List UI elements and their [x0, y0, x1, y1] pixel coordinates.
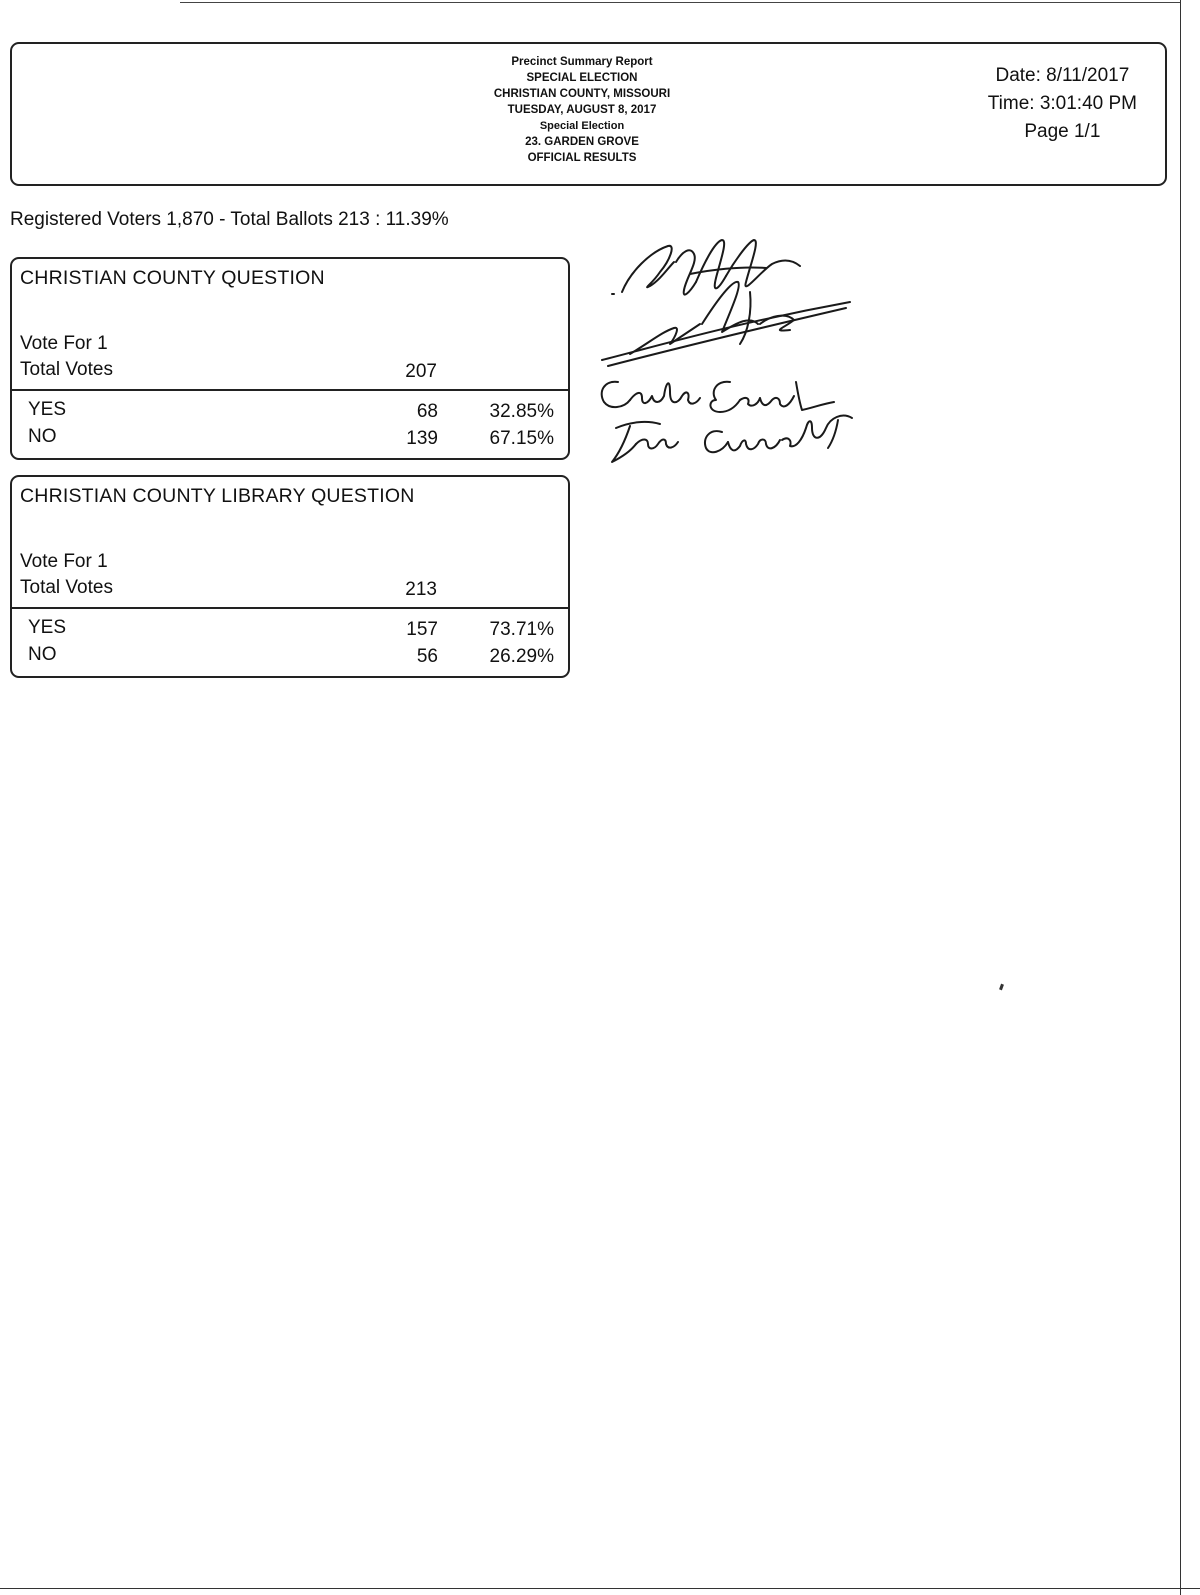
choice-percent: 32.85% — [489, 401, 554, 422]
contest-library-question — [10, 475, 570, 678]
vote-for-label: Vote For 1 — [20, 333, 108, 354]
choice-votes: 56 — [416, 646, 438, 667]
divider — [12, 389, 568, 391]
contest-county-question — [10, 257, 570, 460]
vote-for-label: Vote For 1 — [20, 551, 108, 572]
scan-edge-bottom — [0, 1588, 1200, 1589]
report-header — [10, 42, 1167, 186]
choice-name: NO — [28, 426, 57, 447]
choice-row-no — [12, 426, 568, 454]
choice-percent: 26.29% — [489, 646, 554, 667]
report-heading — [372, 54, 792, 166]
page-number: Page 1/1 — [1024, 121, 1101, 142]
contest-title: CHRISTIAN COUNTY QUESTION — [20, 267, 325, 289]
scan-edge-top — [180, 2, 1180, 3]
choice-name: YES — [28, 399, 67, 420]
choice-votes: 157 — [406, 619, 438, 640]
election-type: Special Election — [539, 120, 625, 132]
signature-1 — [612, 240, 800, 295]
choice-row-yes — [12, 617, 568, 645]
contest-title: CHRISTIAN COUNTY LIBRARY QUESTION — [20, 485, 415, 507]
choice-name: NO — [28, 644, 57, 665]
total-votes-value: 207 — [405, 361, 437, 382]
choice-percent: 73.71% — [489, 619, 554, 640]
total-votes-label: Total Votes — [20, 359, 113, 380]
choice-row-yes — [12, 399, 568, 427]
choice-name: YES — [28, 617, 67, 638]
signature-2 — [602, 282, 850, 366]
divider — [12, 607, 568, 609]
choice-votes: 68 — [416, 401, 438, 422]
election-name: SPECIAL ELECTION — [526, 72, 638, 84]
election-date: TUESDAY, AUGUST 8, 2017 — [507, 104, 657, 116]
choice-row-no — [12, 644, 568, 672]
results-status: OFFICIAL RESULTS — [527, 152, 637, 164]
report-time: Time: 3:01:40 PM — [987, 93, 1137, 114]
report-meta — [988, 62, 1137, 146]
signature-lisa — [612, 416, 852, 462]
scan-edge-right — [1180, 0, 1181, 1595]
signature-block — [590, 232, 880, 472]
county-name: CHRISTIAN COUNTY, MISSOURI — [493, 88, 671, 100]
total-votes-value: 213 — [405, 579, 437, 600]
choice-votes: 139 — [406, 428, 438, 449]
stray-mark — [999, 984, 1004, 991]
signature-carla — [602, 382, 834, 412]
report-title: Precinct Summary Report — [511, 56, 653, 68]
turnout-summary: Registered Voters 1,870 - Total Ballots 213 : 11.39% — [10, 209, 449, 230]
report-date: Date: 8/11/2017 — [995, 65, 1130, 86]
precinct-name: 23. GARDEN GROVE — [525, 136, 639, 148]
total-votes-label: Total Votes — [20, 577, 113, 598]
choice-percent: 67.15% — [489, 428, 554, 449]
